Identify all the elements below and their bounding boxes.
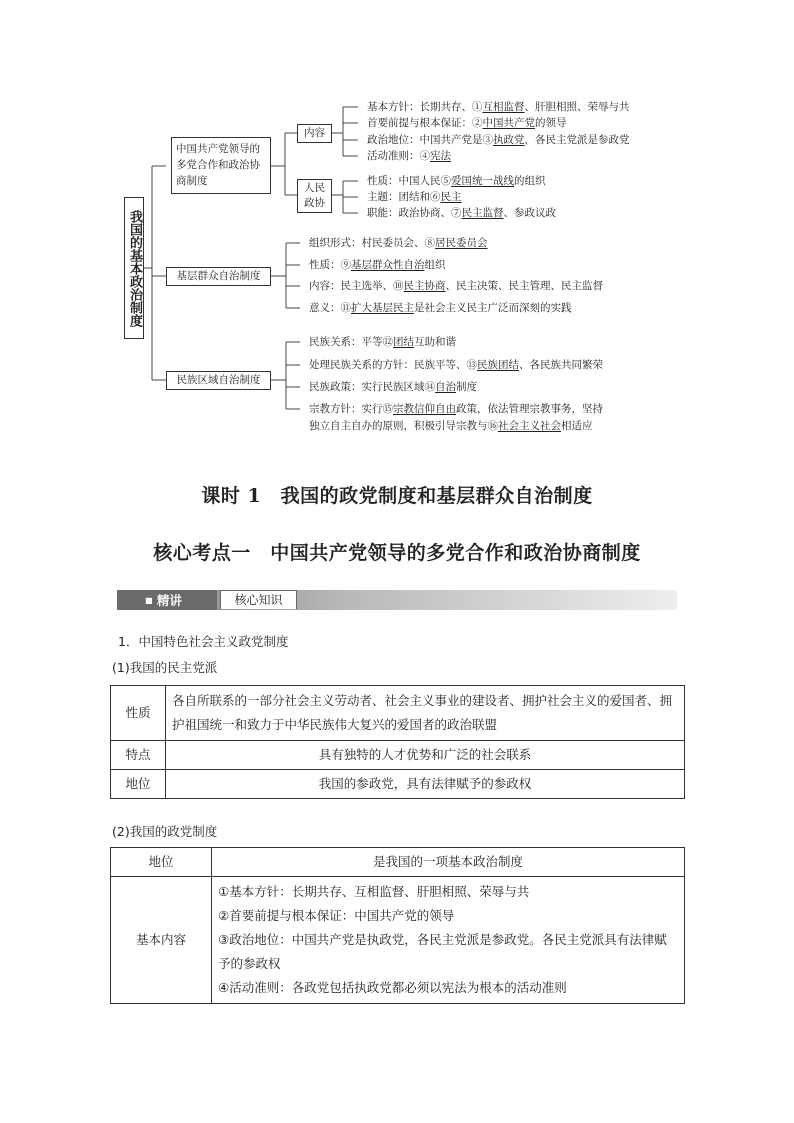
text: 主题：团结和⑥ — [367, 191, 441, 203]
text: 意义：⑪ — [309, 302, 351, 314]
answer: 民族团结 — [477, 359, 519, 371]
text: 政策，依法管理宗教事务，坚持 — [456, 403, 603, 415]
text: 职能：政治协商、⑦ — [367, 207, 462, 219]
text: 政治地位：中国共产党是③ — [367, 134, 493, 146]
section-banner — [117, 590, 677, 610]
answer: 执政党 — [493, 134, 525, 146]
answer: 基层群众性自治 — [351, 259, 425, 271]
leaf-religion-2 — [309, 419, 593, 433]
row-key: 特点 — [111, 741, 166, 770]
text: 、肝胆相照、荣辱与共 — [524, 101, 630, 113]
answer: 团结 — [393, 336, 414, 348]
row-value: 是我国的一项基本政治制度 — [212, 848, 685, 877]
answer: 宗教信仰自由 — [393, 403, 456, 415]
text: 相适应 — [561, 420, 593, 432]
banner-left-text: 精讲 — [156, 593, 182, 608]
row-value — [212, 877, 685, 1004]
content-item: ②首要前提与根本保证：中国共产党的领导 — [218, 908, 455, 923]
banner-right-text: 核心知识 — [234, 593, 283, 607]
answer: 民主 — [440, 191, 462, 203]
branch-grassroots-label: 基层群众自治制度 — [176, 270, 261, 282]
sub-content-label: 内容 — [304, 127, 325, 139]
core-title: 核心考点一 中国共产党领导的多党合作和政治协商制度 — [153, 542, 641, 564]
table-row — [111, 770, 685, 799]
leaf-gr-nature — [309, 258, 446, 272]
leaf-cppcc-nature — [367, 174, 546, 188]
text: 性质：中国人民⑤ — [367, 175, 451, 187]
branch-ethnic-autonomy — [166, 371, 271, 390]
leaf-gr-meaning — [309, 301, 572, 315]
branch-grassroots — [166, 267, 271, 286]
mindmap-connectors — [0, 0, 794, 440]
text: 组织形式：村民委员会、⑧ — [309, 237, 435, 249]
text: 处理民族关系的方针：民族平等、⑬ — [309, 359, 477, 371]
leaf-premise — [367, 116, 567, 130]
row-value: 具有独特的人才优势和广泛的社会联系 — [166, 741, 685, 770]
branch-party-system-label: 中国共产党领导的多党合作和政治协商制度 — [176, 143, 260, 187]
text: 、参政议政 — [503, 207, 556, 219]
leaf-basic-policy — [367, 100, 630, 114]
sub-cppcc-box — [297, 179, 332, 213]
answer: 互相监督 — [482, 101, 525, 113]
text: 、民主决策、民主管理、民主监督 — [445, 280, 603, 292]
row-value: 我国的参政党，具有法律赋予的参政权 — [166, 770, 685, 799]
text: 首要前提与根本保证：② — [367, 117, 483, 129]
section-heading-1: 1．中国特色社会主义政党制度 — [118, 634, 289, 649]
answer: 宪法 — [430, 150, 451, 162]
text: 制度 — [456, 381, 477, 393]
mindmap-root-label: 我国的基本政治制度 — [127, 209, 142, 327]
text: 互助和谐 — [414, 336, 456, 348]
sub-cppcc-label: 人民政协 — [304, 182, 325, 209]
text: 民族关系：平等⑫ — [309, 336, 393, 348]
text: ，各民主党派是参政党 — [524, 134, 630, 146]
answer: 中国共产党 — [482, 117, 535, 129]
leaf-org-form — [309, 236, 488, 250]
text: 性质：⑨ — [309, 259, 351, 271]
text: 是社会主义民主广泛而深刻的实践 — [414, 302, 572, 314]
content-item: ④活动准则：各政党包括执政党都必须以宪法为根本的活动准则 — [218, 980, 567, 995]
branch-ethnic-autonomy-label: 民族区域自治制度 — [176, 374, 261, 386]
text: 活动准则：④ — [367, 150, 430, 162]
text: 基本方针：长期共存、① — [367, 101, 483, 113]
leaf-gr-content — [309, 279, 603, 293]
row-key: 地位 — [111, 770, 166, 799]
answer: 民主协商 — [403, 280, 446, 292]
text: 的领导 — [535, 117, 567, 129]
text: 、各民族共同繁荣 — [519, 359, 603, 371]
content-item: ①基本方针：长期共存、互相监督、肝胆相照、荣辱与共 — [218, 884, 530, 899]
mindmap-root — [124, 197, 144, 339]
text: 的组织 — [514, 175, 546, 187]
subheading-parties: (1)我国的民主党派 — [112, 660, 218, 675]
answer: 爱国统一战线 — [451, 175, 514, 187]
lesson-title: 课时 1 我国的政党制度和基层群众自治制度 — [201, 485, 593, 507]
row-value: 各自所联系的一部分社会主义劳动者、社会主义事业的建设者、拥护社会主义的爱国者、拥护祖国统一和致力于中华民族伟大复兴的爱国者的政治联盟 — [166, 686, 685, 741]
answer: 自治 — [435, 381, 456, 393]
text: 内容：民主选举、⑩ — [309, 280, 404, 292]
leaf-ethnic-principle — [309, 358, 603, 372]
table-row — [111, 877, 685, 1004]
leaf-guideline — [367, 149, 451, 163]
table-row — [111, 848, 685, 877]
answer: 居民委员会 — [435, 237, 488, 249]
leaf-status — [367, 133, 630, 147]
banner-right-tab — [220, 590, 297, 609]
text: 民族政策：实行民族区域⑭ — [309, 381, 435, 393]
subheading-party-system: (2)我国的政党制度 — [112, 824, 218, 839]
answer: 民主监督 — [461, 207, 504, 219]
table-democratic-parties — [110, 685, 685, 799]
content-item: ③政治地位：中国共产党是执政党，各民主党派是参政党。各民主党派具有法律赋予的参政权 — [218, 932, 667, 971]
leaf-cppcc-theme — [367, 190, 462, 204]
text: 组织 — [424, 259, 446, 271]
answer: 社会主义社会 — [498, 420, 561, 432]
row-key: 性质 — [111, 686, 166, 741]
leaf-ethnic-policy — [309, 380, 477, 394]
leaf-religion-1 — [309, 402, 603, 416]
sub-content-box — [297, 124, 332, 143]
banner-left-label: ■ 精讲 — [145, 593, 182, 608]
leaf-ethnic-relation — [309, 335, 456, 349]
answer: 扩大基层民主 — [351, 302, 414, 314]
text: 独立自主自办的原则，积极引导宗教与⑯ — [309, 420, 498, 432]
row-key: 基本内容 — [111, 877, 212, 1004]
text: 宗教方针：实行⑮ — [309, 403, 393, 415]
row-key: 地位 — [111, 848, 212, 877]
table-row — [111, 686, 685, 741]
branch-party-system — [171, 137, 271, 194]
leaf-cppcc-function — [367, 206, 556, 220]
table-party-system — [110, 847, 685, 1004]
table-row — [111, 741, 685, 770]
